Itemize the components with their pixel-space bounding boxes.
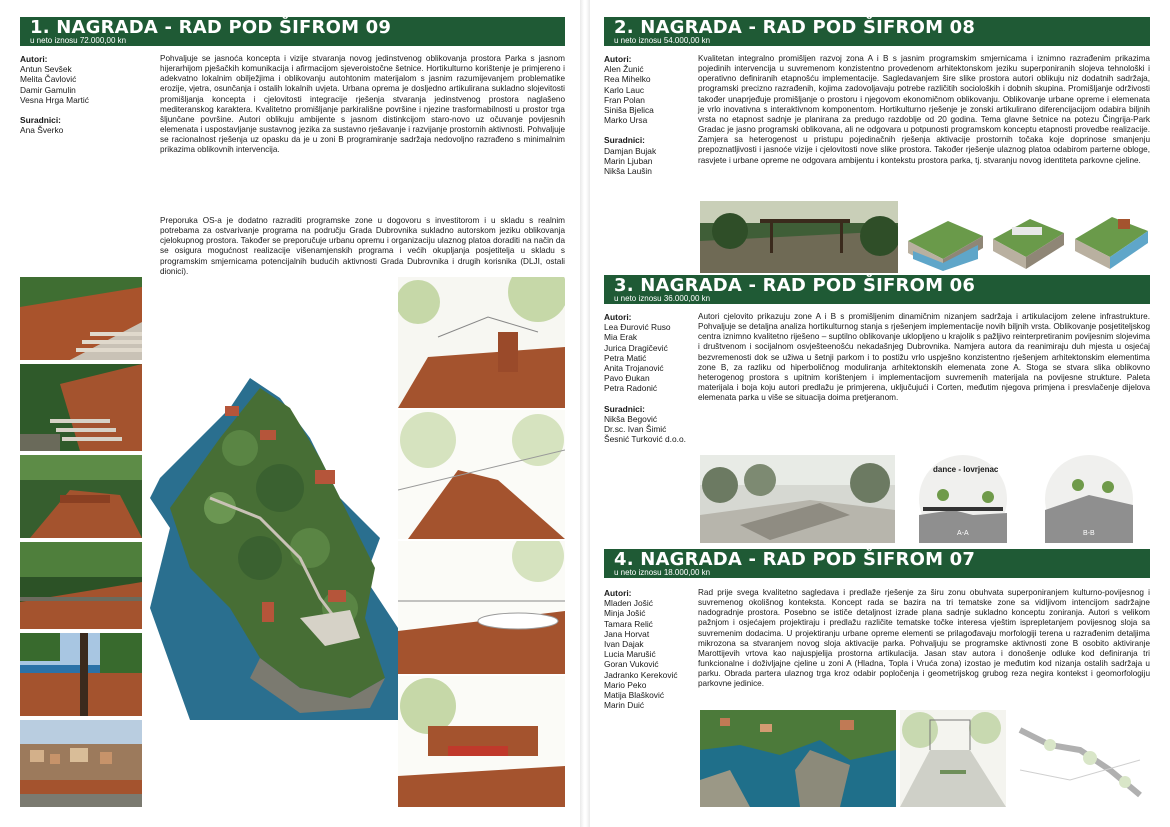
collaborator-name: Marin Ljuban (604, 155, 653, 166)
section-label: dance - lovrjenac (933, 465, 999, 474)
author-name: Minja Jošić (604, 608, 646, 619)
section-2-credits (604, 54, 694, 176)
perspective-sketch (398, 541, 565, 674)
terrain-model (1070, 201, 1150, 273)
section-a-label: A-A (957, 530, 969, 537)
sea-view-photo (20, 633, 142, 716)
section-b-label: B-B (1083, 530, 1095, 537)
author-name: Melita Čavlović (20, 74, 77, 85)
perspective-sketch (398, 676, 565, 807)
author-name: Tamara Relić (604, 618, 653, 629)
section-3-paragraph: Autori cjelovito prikazuju zone A i B s promišljenim dinamičnim nizanjem sadržaja i artikulacijom zelene infrastrukture. Pohvaljuje se detaljna analiza hortikulturnog stanja s rješenjem implementacije novih biljnih vrsta. Oblikovanje posjetiteljskog centra iznimno kvalitetno riješeno – suptilno oblikovanje ukloplјeno u krajolik s pažljivo reinterpretiranim povijesnim slojevima i društvenom i socijalnom osvješteenošću nekadašnjeg Dubrovnika. Namjera autora da reanimiraju duh mjesta u osjećaj bezvremenosti dok se užiwa u šetnji parkom i to postižu vrlo uspješno konzistentno rješenjem arhitektonskim elementima zone B, za razliku od hiperboličnog moduliranja arhitektonskih elemenata zone A. Stoga se stvara slika oblikovno heterogenog prostora s upitnim korištenjem i implementacijom suvremenih materijala na povijesne strukture. Paleta materijala i boja koju autori predlažu je primjerena, uključujući i Corten, međutim njegova primjena i presvlačenje dijelova elemenata parka u više se situacija doima pretjeranom. (698, 312, 1150, 403)
section-1-title: 1. NAGRADA - RAD POD ŠIFROM 09 (30, 17, 392, 38)
perspective-sketch (398, 277, 565, 408)
section-drawing-a (903, 455, 1023, 543)
section-1-banner (20, 17, 565, 46)
collaborator-name: Nikša Begović (604, 413, 658, 424)
collaborator-name: Dr.sc. Ivan Šimić (604, 424, 667, 435)
section-4-title: 4. NAGRADA - RAD POD ŠIFROM 07 (614, 549, 976, 570)
author-name: Karlo Lauc (604, 84, 645, 95)
author-name: Alen Žunić (604, 64, 644, 75)
wall-photo (20, 542, 142, 629)
section-2-banner (604, 17, 1150, 46)
section-2-title: 2. NAGRADA - RAD POD ŠIFROM 08 (614, 17, 976, 38)
author-name: Petra Matić (604, 352, 647, 363)
section-4-paragraph: Rad prije svega kvalitetno sagledava i predlaže rješenje za širu zonu obuhvata superponiranjem kulturno-povijesnog i suvremenog okolišnog konteksta. Koncept rada se bazira na tri tematske zone sa vidljivom intencijom sadržajne nadogradnje prostora. Posebno se ističe detaljnost izrade plana sadnje sukladno konceptu zoniranja. Autori s velikom pažnjom i osjećajem projektiraju i predlažu različite tematske točke interesa vještim isprepletanjem povijesnog sloja sa suvremenim dodacima. U projektiranju urbane opreme elementi se prilagođavaju morfologiji terena u razrađenim detaljima mikrozona sa stvaranjem novog sloja aktivacije parka. Pohvaljuju se programske aktivnosti zone B osobito aktiviranje Marottijevih vrtova kao najuspjelija prostorna artikulacija. Jasan stav autora i donošenje odluke kod definiranja tri funkcionalne i doživljajne cjeline u zoni A (Hladna, Topla i Vruća zona) izostao je međutim kod nizanja ostalih sadržaja u parku. Obrada partera ulaznog trga kroz odabir popločenja i geometrijskog grubog reza negira kontekst i geomorfologiju parkovne jedinice. (698, 588, 1150, 689)
author-name: Antun Sevšek (20, 64, 72, 75)
author-name: Jurica Dragičević (604, 342, 668, 353)
perspective-sketch (398, 410, 565, 539)
path-photo (20, 455, 142, 538)
author-name: Rea Mihelko (604, 74, 651, 85)
author-name: Petra Radonić (604, 383, 658, 394)
author-name: Lucia Marušić (604, 649, 656, 660)
author-name: Siniša Bjelica (604, 105, 654, 116)
collaborators-label: Suradnici: (20, 115, 61, 126)
author-name: Jana Horvat (604, 628, 650, 639)
author-name: Marin Duić (604, 700, 645, 711)
collaborator-name: Šesnić Turković d.o.o. (604, 434, 686, 445)
section-1-credits (20, 54, 150, 135)
section-1-paragraph: Preporuka OS-a je dodatno razraditi programske zone u dogovoru s investitorom i u skladu s realnim potrebama za ostvarivanje programa na području Grada Dubrovnika sukladno autorskom jeziku oblikovanja cjelokupnog prostora. Također se preporučuje urbanu opremu i organizaciju ulaznog platoa doraditi na način da se osigura mogućnost realizacije višenamjenskih programa i većih okupljanja posjetitelja u skladu s programskim smjernicama potencijalnih budućih aktivnosti Grada Dubrovnika i drugih korisnika (DLJI, ostali dionici). (160, 216, 565, 276)
section-4-banner (604, 549, 1150, 578)
left-page (0, 0, 580, 827)
author-name: Fran Polan (604, 94, 645, 105)
author-name: Marko Ursa (604, 115, 648, 126)
author-name: Matija Blašković (604, 690, 665, 701)
author-name: Mario Peko (604, 679, 647, 690)
city-panorama-photo (20, 720, 142, 807)
terrain-model (988, 201, 1066, 273)
collaborator-name: Ana Šverko (20, 125, 64, 136)
book-gutter (580, 0, 590, 827)
author-name: Mladen Jošić (604, 598, 653, 609)
section-4-amount: u neto iznosu 18.000,00 kn (614, 568, 711, 577)
section-1-paragraph: Pohvaljuje se jasnoća koncepta i vizije stvaranja novog jedinstvenog oblikovanja prostora Parka s jasnom hijerarhijom pješačkih komunikacija i afirmacijom sjeveroistočne šetnice. Hortikulturno korištenje je primjereno i adekvatno lokalnim obilježjima i oblikovanju autohtonim materijalom s jasnim razumijevanjem problematike erozije, vjetra, osunčanja i ostalih lokalnih uvjeta. Urbana oprema je dosljedno artikulirana sukladno slojevitosti promišljanja koncepta i cjelovitosti integracije rješenja stvaranja jedinstvenog prostora naglašeno mediteranskog karaktera. Kvalitetno promišljanje parkirališne površine i njezine trasformabilnosti u prostor trga šljunčane površine. Autori oblikuju ambijente s jasnom distinkcijom staro-novo uz očuvanje povijesnih elemenata i uspostavljanje sustavnog jezika za sustavno rješavanje i razvijanje prostornih aktivnosti. Pohvaljuje se racionalnost rješenja uz opasku da je u zoni B programiranje sadržaja nedovoljno razrađeno s minimalnim prikazima oblikovnih intervencija. (160, 54, 565, 155)
terrain-model (903, 201, 985, 273)
author-name: Mia Erak (604, 332, 638, 343)
aerial-site-plan (150, 378, 398, 720)
author-name: Ivan Dajak (604, 639, 644, 650)
collaborators-label: Suradnici: (604, 135, 645, 146)
author-name: Vesna Hrga Martić (20, 94, 89, 105)
section-3-title: 3. NAGRADA - RAD POD ŠIFROM 06 (614, 275, 976, 296)
section-3-banner (604, 275, 1150, 304)
section-2-amount: u neto iznosu 54.000,00 kn (614, 36, 711, 45)
authors-label: Autori: (604, 312, 632, 322)
stairs-photo (20, 277, 142, 360)
section-3-amount: u neto iznosu 36.000,00 kn (614, 294, 711, 303)
coastal-aerial-photo (700, 710, 896, 807)
collaborators-label: Suradnici: (604, 403, 645, 414)
author-name: Lea Đurović Ruso (604, 322, 671, 333)
author-name: Jadranko Kereković (604, 669, 678, 680)
terrace-photo (20, 364, 142, 451)
collaborator-name: Damjan Bujak (604, 145, 657, 156)
authors-label: Autori: (604, 588, 632, 598)
author-name: Anita Trojanović (604, 363, 664, 374)
section-3-credits (604, 312, 700, 444)
section-2-paragraph: Kvalitetan integralno promišljen razvoj zona A i B s jasnim programskim smjernicama i iznimno razrađenim prikazima pojedinih intervencija u suvremenom konzistentno provedenom arhitektonskom jeziku superponiranih slojeva tehnološki i operativno definiranih etapnošću implementacije. Sagledavanjem šire slike prostora autori oblikuju niz dodatnih sadržaja, programski precizno razrađenih, kojima zadovoljavaju potrebe različitih socioloških i dobnih skupina. Promišljanje održivosti također unaprjeđuje promišljanje o prostoru i njegovom ekonomičnom oblikovanju. Oblikovanje urbane opreme i elemenata je vrlo inovativna s interaktivnom komponentom. Hortikulturno rješenje je zonski artikulirano diferencijacijom odabira biljnih vrsta no etapnost sadnje je planirana za predugo razdoblje od 20 godina. Tema glavne šetnice na potezu Čingrija-Park Gradac je jasno programski oblikovana, ali ne odgovara u potpunosti programskom konceptu etapnosti provedbe realizacije. Zamjera sa heterogenost u pristupu pojedinačnih rješenja aktivacije prostornih točaka koje doprinose smanjenju prepoznatljivosti i jasnoće vizije i cjelovitosti nove slike prostora. Također rješenje ulaznog platoa odabirom parterne obloge, rasvjete i urbane opreme ne odgovara ambijentu i kontekstu prostora parka, tj. stvaranju novog identiteta parkovne cjeline. (698, 54, 1150, 165)
authors-label: Autori: (20, 54, 48, 64)
visitor-center-render (700, 455, 895, 543)
pergola-render (700, 201, 898, 273)
section-drawing-b (1028, 455, 1150, 543)
authors-label: Autori: (604, 54, 632, 64)
section-1-amount: u neto iznosu 72.000,00 kn (30, 36, 127, 45)
promenade-sketch (900, 710, 1006, 807)
author-name: Damir Gamulin (20, 84, 76, 95)
right-page (590, 0, 1170, 827)
section-4-credits (604, 588, 694, 710)
author-name: Pavo Đukan (604, 373, 650, 384)
collaborator-name: Nikša Laušin (604, 166, 652, 177)
author-name: Goran Vuković (604, 659, 659, 670)
zone-plan-drawing (1010, 710, 1150, 807)
